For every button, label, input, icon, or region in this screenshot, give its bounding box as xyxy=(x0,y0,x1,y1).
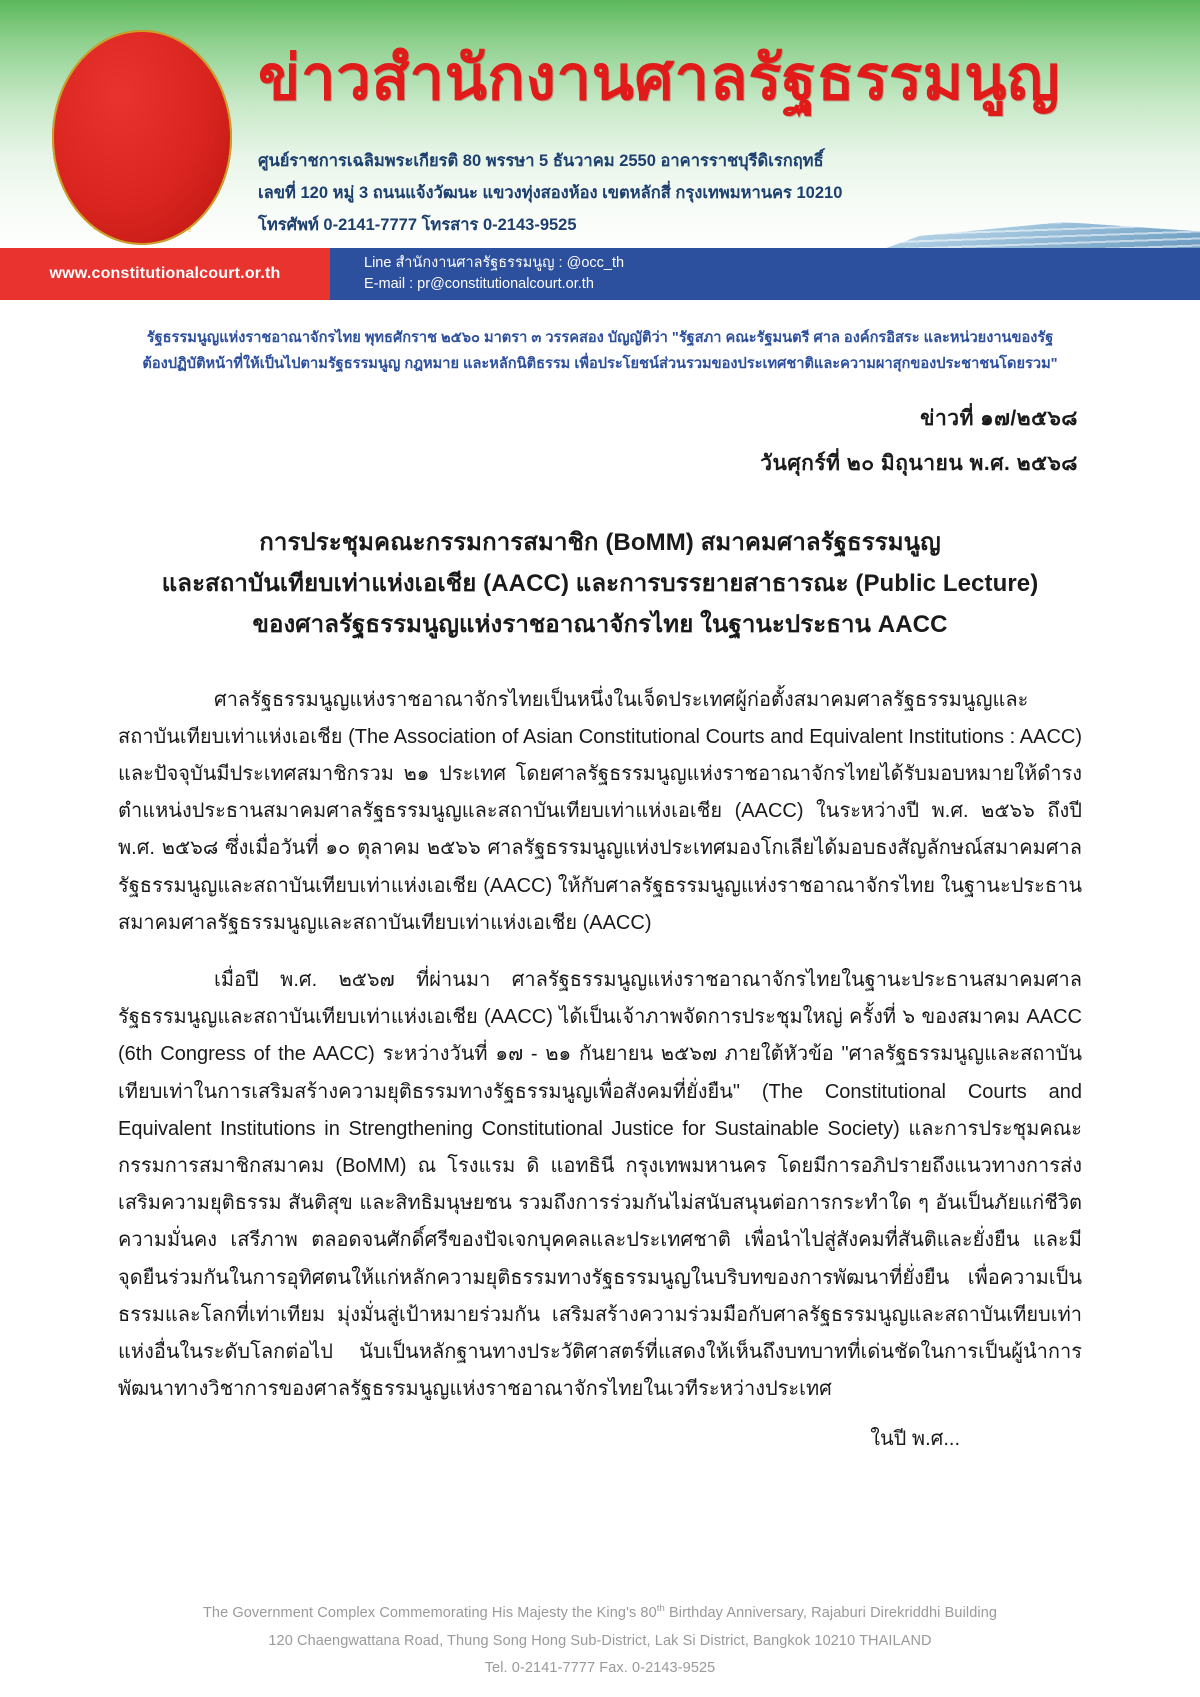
court-emblem-logo xyxy=(52,30,232,245)
news-date: วันศุกร์ที่ ๒๐ มิถุนายน พ.ศ. ๒๕๖๘ xyxy=(760,451,1078,475)
address-line-1: ศูนย์ราชการเฉลิมพระเกียรติ 80 พรรษา 5 ธันวาคม 2550 อาคารราชบุรีดิเรกฤทธิ์ xyxy=(258,152,824,170)
quote-line-1: รัฐธรรมนูญแห่งราชอาณาจักรไทย พุทธศักราช ๒๕๖๐ มาตรา ๓ วรรคสอง บัญญัติว่า "รัฐสภา คณะรัฐมนตรี ศาล องค์กรอิสระ และหน่วยงานของรัฐ xyxy=(146,330,1054,346)
emblem-oval-background xyxy=(52,30,232,245)
header-address-block xyxy=(258,145,998,242)
header-banner xyxy=(0,0,1200,300)
document-body xyxy=(0,682,1200,1455)
title-line-3: ของศาลรัฐธรรมนูญแห่งราชอาณาจักรไทย ในฐานะประธาน AACC xyxy=(252,611,948,639)
address-line-2: เลขที่ 120 หมู่ 3 ถนนแจ้งวัฒนะ แขวงทุ่งสองห้อง เขตหลักสี่ กรุงเทพมหานคร 10210 xyxy=(258,184,843,203)
footer-line-1 xyxy=(0,1600,1200,1628)
footer-line-3: Tel. 0-2141-7777 Fax. 0-2143-9525 xyxy=(484,1660,716,1677)
email-contact[interactable]: E-mail : pr@constitutionalcourt.or.th xyxy=(364,276,594,292)
footer-line-1-before: The Government Complex Commemorating His Majesty the King's 80 xyxy=(202,1605,657,1622)
footer-line-2: 120 Chaengwattana Road, Thung Song Hong Sub-District, Lak Si District, Bangkok 10210 THAILAND xyxy=(268,1632,932,1649)
line-contact[interactable]: Line สำนักงานศาลรัฐธรรมนูญ : @occ_th xyxy=(364,254,625,271)
document-meta xyxy=(0,384,1200,480)
body-paragraph-2: เมื่อปี พ.ศ. ๒๕๖๗ ที่ผ่านมา ศาลรัฐธรรมนูญแห่งราชอาณาจักรไทยในฐานะประธานสมาคมศาลรัฐธรรมนูญและสถาบันเทียบเท่าแห่งเอเชีย (AACC) ได้เป็นเจ้าภาพจัดการประชุมใหญ่ ครั้งที่ ๖ ของสมาคม AACC (6th Congress of the AACC) ระหว่างวันที่ ๑๗ - ๒๑ กันยายน ๒๕๖๗ ภายใต้หัวข้อ "ศาลรัฐธรรมนูญและสถาบันเทียบเท่าในการเสริมสร้างความยุติธรรมทางรัฐธรรมนูญเพื่อสังคมที่ยั่งยืน" (The Constitutional Courts and Equivalent Institutions in Strengthening Constitutional Justice for Sustainable Society) และการประชุมคณะกรรมการสมาชิกสมาคม (BoMM) ณ โรงแรม ดิ แอทธินี กรุงเทพมหานคร โดยมีการอภิปรายถึงแนวทางการส่งเสริมความยุติธรรม สันติสุข และสิทธิมนุษยชน รวมถึงการร่วมกันไม่สนับสนุนต่อการกระทำใด ๆ อันเป็นภัยแก่ชีวิต ความมั่นคง เสรีภาพ ตลอดจนศักดิ์ศรีของปัจเจกบุคคลและประเทศชาติ เพื่อนำไปสู่สังคมที่สันติและยั่งยืน และมีจุดยืนร่วมกันในการอุทิศตนให้แก่หลักความยุติธรรมทางรัฐธรรมนูญในบริบทของการพัฒนาที่ยั่งยืน เพื่อความเป็นธรรมและโลกที่เท่าเทียม มุ่งมั่นสู่เป้าหมายร่วมกัน เสริมสร้างความร่วมมือกับศาลรัฐธรรมนูญและสถาบันเทียบเท่าแห่งอื่นในระดับโลกต่อไป นับเป็นหลักฐานทางประวัติศาสตร์ที่แสดงให้เห็นถึงบทบาทที่เด่นชัดในการเป็นผู้นำการพัฒนาทางวิชาการของศาลรัฐธรรมนูญแห่งราชอาณาจักรไทยในเวทีระหว่างประเทศ xyxy=(118,969,1082,1401)
website-block[interactable] xyxy=(0,248,330,300)
footer-ordinal-suffix: th xyxy=(656,1603,665,1615)
page-title xyxy=(0,522,1200,646)
document-footer xyxy=(0,1600,1200,1683)
masthead-title: ข่าวสำนักงานศาลรัฐธรรมนูญ xyxy=(258,44,1061,113)
constitution-quote xyxy=(0,300,1200,384)
continuation-marker: ในปี พ.ศ... xyxy=(870,1428,960,1451)
title-line-2: และสถาบันเทียบเท่าแห่งเอเชีย (AACC) และการบรรยายสาธารณะ (Public Lecture) xyxy=(161,570,1039,598)
title-line-1: การประชุมคณะกรรมการสมาชิก (BoMM) สมาคมศาลรัฐธรรมนูญ xyxy=(259,528,941,556)
news-number: ข่าวที่ ๑๗/๒๕๖๘ xyxy=(920,406,1078,430)
contact-strip xyxy=(0,248,1200,300)
contact-block xyxy=(330,248,1200,300)
body-paragraph-1: ศาลรัฐธรรมนูญแห่งราชอาณาจักรไทยเป็นหนึ่งในเจ็ดประเทศผู้ก่อตั้งสมาคมศาลรัฐธรรมนูญและสถาบันเทียบเท่าแห่งเอเชีย (The Association of Asian Constitutional Courts and Equivalent Institutions : AACC) และปัจจุบันมีประเทศสมาชิกรวม ๒๑ ประเทศ โดยศาลรัฐธรรมนูญแห่งราชอาณาจักรไทยได้รับมอบหมายให้ดำรงตำแหน่งประธานสมาคมศาลรัฐธรรมนูญและสถาบันเทียบเท่าแห่งเอเชีย (AACC) ในระหว่างปี พ.ศ. ๒๕๖๖ ถึงปี พ.ศ. ๒๕๖๘ ซึ่งเมื่อวันที่ ๑๐ ตุลาคม ๒๕๖๖ ศาลรัฐธรรมนูญแห่งประเทศมองโกเลียได้มอบธงสัญลักษณ์สมาคมศาลรัฐธรรมนูญและสถาบันเทียบเท่าแห่งเอเชีย (AACC) ให้กับศาลรัฐธรรมนูญแห่งราชอาณาจักรไทย ในฐานะประธานสมาคมศาลรัฐธรรมนูญและสถาบันเทียบเท่าแห่งเอเชีย (AACC) xyxy=(118,688,1082,934)
quote-line-2: ต้องปฏิบัติหน้าที่ให้เป็นไปตามรัฐธรรมนูญ กฎหมาย และหลักนิติธรรม เพื่อประโยชน์ส่วนรวมของประเทศชาติและความผาสุกของประชาชนโดยรวม" xyxy=(142,355,1058,372)
address-line-3: โทรศัพท์ 0-2141-7777 โทรสาร 0-2143-9525 xyxy=(258,216,577,235)
website-url[interactable]: www.constitutionalcourt.or.th xyxy=(49,265,281,282)
footer-line-1-after: Birthday Anniversary, Rajaburi Direkriddhi Building xyxy=(664,1605,998,1622)
